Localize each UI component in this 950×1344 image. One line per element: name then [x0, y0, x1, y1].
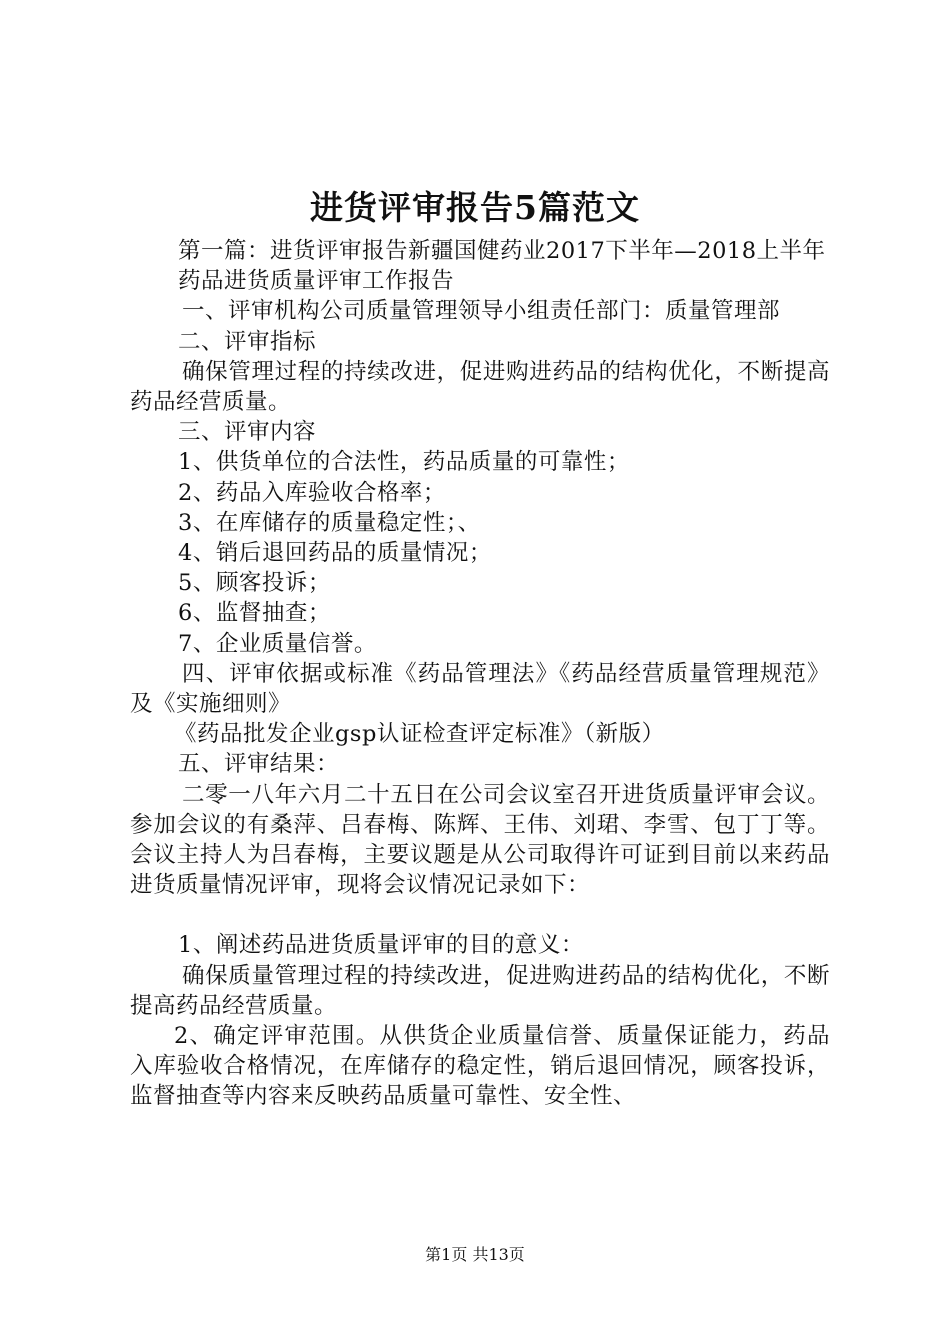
paragraph-review-indicators: 确保管理过程的持续改进，促进购进药品的结构优化，不断提高药品经营质量。: [130, 358, 830, 416]
paragraph-meeting-record: 二零一八年六月二十五日在公司会议室召开进货质量评审会议。参加会议的有桑萍、吕春梅、陈辉、王伟、刘珺、李雪、包丁丁等。会议主持人为吕春梅，主要议题是从公司取得许可证到目前以来药品进货质量情况评审，现将会议情况记录如下：: [130, 781, 830, 899]
paragraph-review-indicators-heading: 二、评审指标: [178, 328, 317, 355]
paragraph-purpose: 确保质量管理过程的持续改进，促进购进药品的结构优化，不断提高药品经营质量。: [130, 962, 830, 1019]
list-item: 6、监督抽查；: [178, 600, 331, 627]
paragraph-review-content-heading: 三、评审内容: [178, 419, 317, 446]
list-item: 5、顾客投诉；: [178, 570, 331, 597]
list-item: 4、销后退回药品的质量情况；: [178, 540, 492, 567]
paragraph-review-basis: 四、评审依据或标准《药品管理法》《药品经营质量管理规范》及《实施细则》: [130, 660, 830, 718]
list-item: 7、企业质量信誉。: [178, 630, 377, 657]
document-body: [130, 236, 830, 1112]
paragraph-review-body: 一、评审机构公司质量管理领导小组责任部门：质量管理部: [182, 298, 781, 325]
paragraph-gsp-standard: 《药品批发企业gsp认证检查评定标准》（新版）: [174, 721, 665, 748]
list-item: 2、药品入库验收合格率；: [178, 479, 446, 506]
paragraph-first-section-heading: 第一篇：进货评审报告新疆国健药业2017下半年—2018上半年: [178, 238, 826, 264]
paragraph-purpose-heading: 1、阐述药品进货质量评审的目的意义：: [178, 932, 584, 959]
blank-line: [130, 900, 830, 930]
list-item: 3、在库储存的质量稳定性；、: [178, 509, 481, 536]
document-title: 进货评审报告5篇范文: [310, 188, 640, 227]
paragraph-review-results-heading: 五、评审结果：: [178, 751, 340, 778]
paragraph-report-title: 药品进货质量评审工作报告: [178, 268, 455, 295]
page-footer: 第1页 共13页: [425, 1245, 525, 1264]
paragraph-review-scope: 2、确定评审范围。从供货企业质量信誉、质量保证能力，药品入库验收合格情况，在库储存的稳定性，销后退回情况，顾客投诉，监督抽查等内容来反映药品质量可靠性、安全性、: [130, 1023, 830, 1110]
list-item: 1、供货单位的合法性，药品质量的可靠性；: [178, 449, 630, 476]
